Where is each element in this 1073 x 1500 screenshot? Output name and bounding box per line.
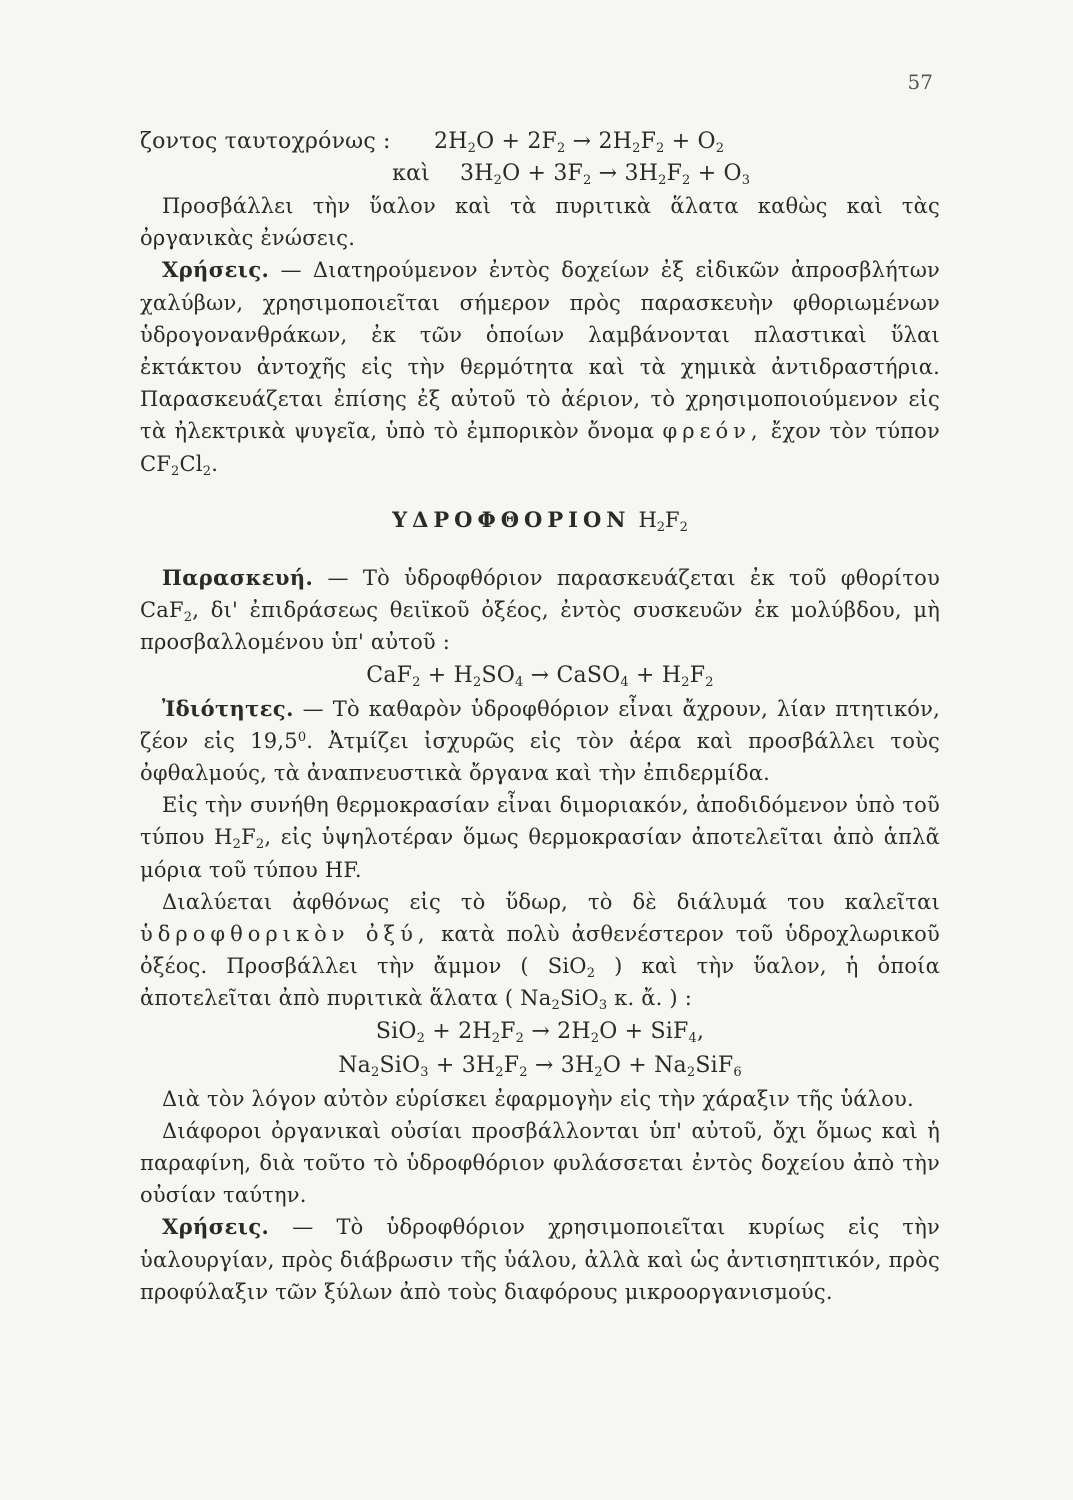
page-content: [140, 126, 940, 1308]
acid-name: ὑδροφθορικὸν ὀξύ,: [140, 922, 430, 947]
paragraph-attacks-glass: Προσβάλλει τὴν ὕαλον καὶ τὰ πυριτικὰ ἅλατα καθὼς καὶ τὰς ὀργανικὰς ἐνώσεις.: [140, 194, 940, 251]
equation-3: $CaF_2 + H_2SO_4$ → CaSO$_4$ + $H_2F_2$: [366, 662, 714, 690]
paragraph-uses-fluorine: Χρήσεις. — Διατηρούμενον ἐντὸς δοχείων ἐξ εἰδικῶν ἀπροσβλήτων χαλύβων, χρησιμοποιεῖται σήμερον πρὸς παρασκευὴν φθοριωμένων ὑδρογονανθράκων, ἐκ τῶν ὁποίων λαμβάνονται πλαστικαὶ ὕλαι ἐκτάκτου ἀντοχῆς εἰς τὴν θερμότητα καὶ τὰ χημικὰ ἀντιδραστήρια. Παρασκευάζεται ἐπίσης ἐξ αὐτοῦ τὸ ἀέριον, τὸ χρησιμοποιούμενον εἰς τὰ ἠλεκτρικὰ ψυγεῖα, ὑπὸ τὸ ἐμπορικὸν ὄνομα φρεόν, ἔχον τὸν τύπον $CF_2Cl_2$.: [140, 257, 940, 479]
equation-2-lead: καὶ: [392, 160, 430, 186]
uses-hf-heading: Χρήσεις.: [162, 1214, 270, 1240]
preparation-heading: Παρασκευή.: [162, 565, 314, 591]
paragraph-uses-hf: Χρήσεις. — Τὸ ὑδροφθόριον χρησιμοποιεῖται κυρίως εἰς τὴν ὑαλουργίαν, πρὸς διάβρωσιν τῆς ὑάλου, ἀλλὰ καὶ ὡς ἀντισηπτικόν, πρὸς προφύλαξιν τῶν ξύλων ἀπὸ τοὺς διαφόρους μικροοργανισμούς.: [140, 1214, 940, 1304]
equation-2: [140, 158, 940, 190]
paragraph-organic: Διάφοροι ὀργανικαὶ οὐσίαι προσβάλλονται ὑπ' αὐτοῦ, ὄχι ὅμως καὶ ἡ παραφίνη, διὰ τοῦτο τὸ ὑδροφθόριον φυλάσσεται ἐντὸς δοχείου ἀπὸ τὴν οὐσίαν ταύτην.: [140, 1118, 940, 1208]
uses-heading: Χρήσεις.: [162, 257, 270, 283]
section-heading: ΥΔΡΟΦΘΟΡΙΟΝ $H_2F_2$: [392, 506, 688, 535]
equation-5: $Na_2SiO_3 + 3H_2F_2 \to 3H_2O + Na_2SiF_6$: [338, 1052, 742, 1080]
paragraph-dissolution: Διαλύεται ἀφθόνως εἰς τὸ ὕδωρ, τὸ δὲ διάλυμά του καλεῖται ὑδροφθορικὸν ὀξύ, κατὰ πολὺ ἀσθενέστερον τοῦ ὑδροχλωρικοῦ ὀξέος. Προσβάλλει τὴν ἄμμον ( SiO$_2$ ) καὶ τὴν ὕαλον, ἡ ὁποία ἀποτελεῖται ἀπὸ πυριτικὰ ἅλατα ( $Na_2SiO_3$ κ. ἄ. ) :: [140, 889, 940, 1014]
page-number: 57: [907, 70, 933, 94]
equation-2-formula: $3H_2O + 3F_2 \to 3H_2F_2 + O_3$: [460, 160, 751, 188]
equation-4: $SiO_2 + 2H_2F_2 \to 2H_2O + SiF_4$,: [375, 1018, 705, 1046]
paragraph-properties: Ἰδιότητες. — Τὸ καθαρὸν ὑδροφθόριον εἶναι ἄχρουν, λίαν πτητικόν, ζέον εἰς 19,5$^0$. Ἀτμίζει ἰσχυρῶς εἰς τὸν ἀέρα καὶ προσβάλλει τοὺς ὀφθαλμούς, τὰ ἀναπνευστικὰ ὄργανα καὶ τὴν ἐπιδερμίδα.: [140, 695, 940, 786]
freon-name: φρεόν,: [662, 419, 763, 444]
paragraph-temperature: Εἰς τὴν συνήθη θερμοκρασίαν εἶναι διμοριακόν, ἀποδιδόμενον ὑπὸ τοῦ τύπου $H_2F_2$, εἰς ὑψηλοτέραν ὅμως θερμοκρασίαν ἀποτελεῖται ἀπὸ ἁπλᾶ μόρια τοῦ τύπου HF.: [140, 793, 940, 882]
paragraph-preparation: Παρασκευή. — Τὸ ὑδροφθόριον παρασκευάζεται ἐκ τοῦ φθορίτου CaF$_2$, δι' ἐπιδράσεως θειϊκοῦ ὀξέος, ἐντὸς συσκευῶν ἐκ μολύβδου, μὴ προσβαλλομένου ὑπ' αὐτοῦ :: [140, 565, 940, 655]
properties-heading: Ἰδιότητες.: [162, 695, 294, 721]
paragraph-engraving: Διὰ τὸν λόγον αὐτὸν εὑρίσκει ἐφαρμογὴν εἰς τὴν χάραξιν τῆς ὑάλου.: [162, 1086, 914, 1111]
heading-formula: $H_2F_2$: [638, 507, 688, 535]
equation-1-formula: $2H_2O + 2F_2 \to 2H_2F_2 + O_2$: [434, 128, 725, 156]
equation-1-lead: ζοντος ταυτοχρόνως :: [140, 128, 391, 154]
equation-1: [140, 126, 940, 158]
